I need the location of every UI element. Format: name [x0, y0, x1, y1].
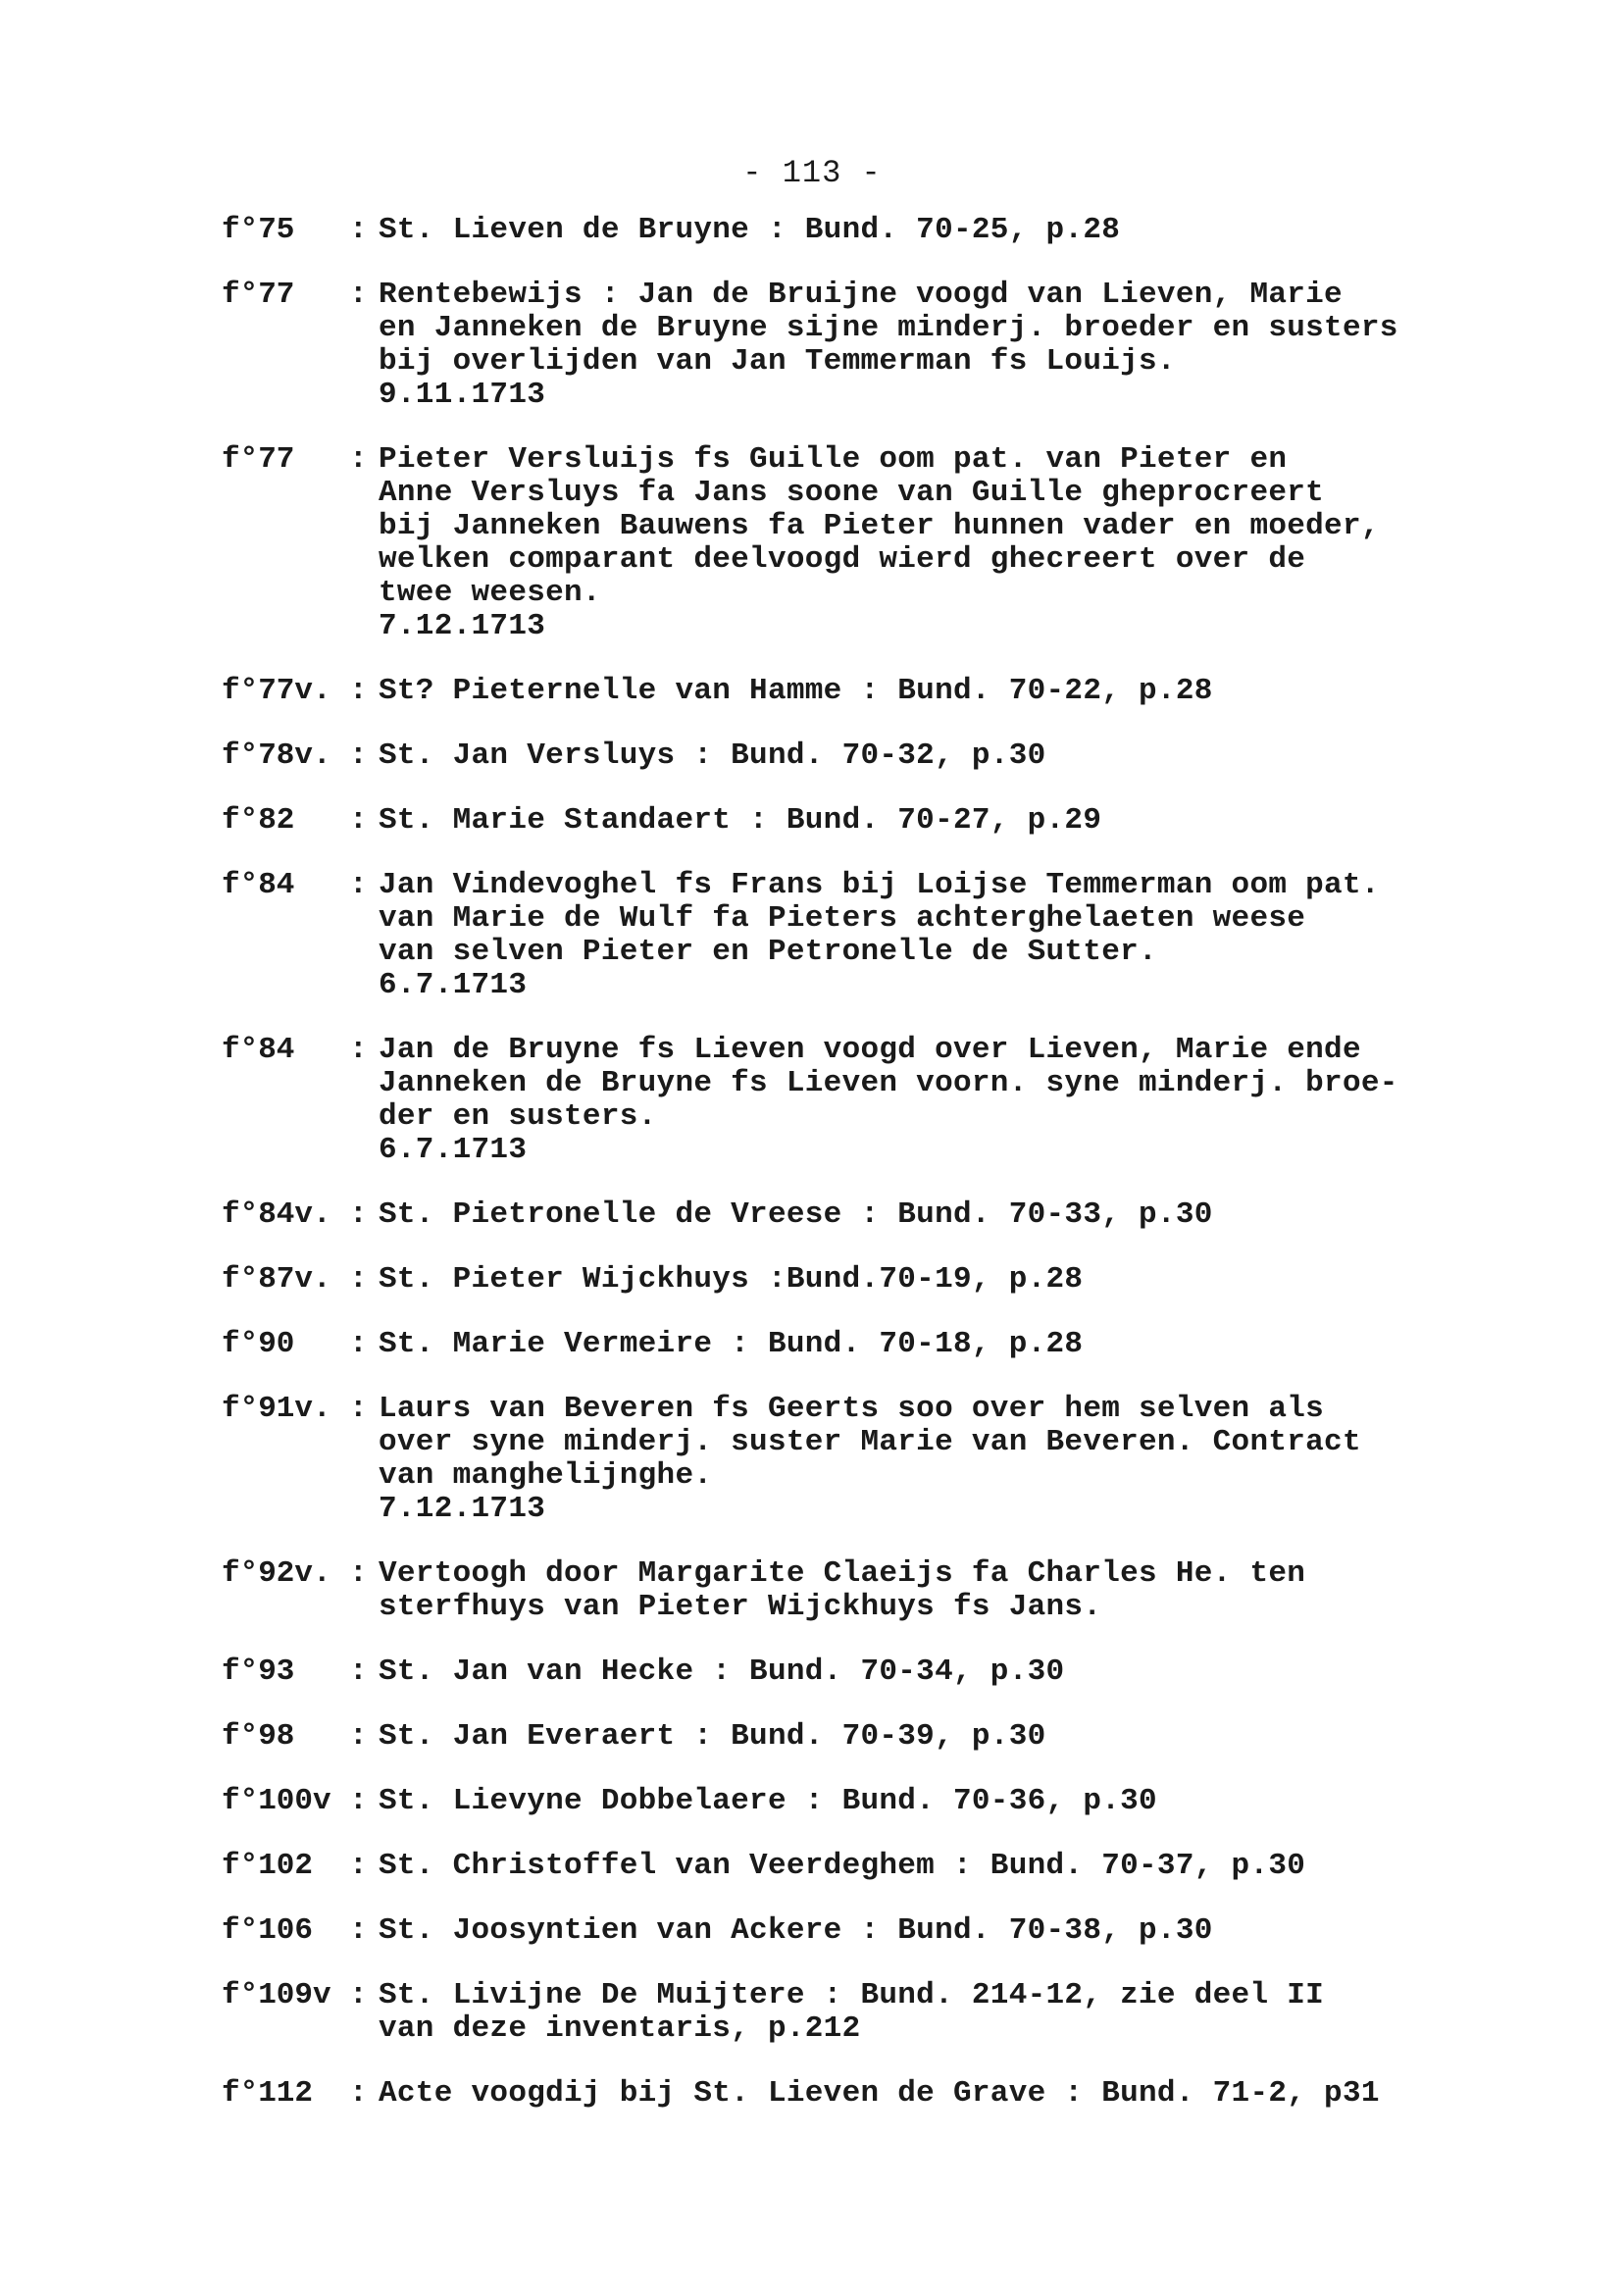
- separator: :: [349, 1392, 368, 1426]
- folio-number: f°84v.: [222, 1197, 331, 1232]
- folio-number: f°87v.: [222, 1262, 331, 1297]
- entry-text: St. Jan Versluys : Bund. 70-32, p.30: [379, 738, 1046, 773]
- entry-text: St. Pietronelle de Vreese : Bund. 70-33, p.30: [379, 1197, 1213, 1232]
- entry-text: St. Lievyne Dobbelaere : Bund. 70-36, p.30: [379, 1784, 1157, 1818]
- folio-number: f°106: [222, 1913, 314, 1948]
- entry: [222, 739, 1497, 773]
- separator: :: [349, 2076, 368, 2111]
- separator: :: [349, 1262, 368, 1297]
- separator: :: [349, 1784, 368, 1818]
- folio-number: f°77v.: [222, 674, 331, 708]
- entry-text: St. Joosyntien van Ackere : Bund. 70-38, p.30: [379, 1913, 1213, 1948]
- entry: [222, 1263, 1497, 1297]
- entry: [222, 2077, 1497, 2111]
- entry: [222, 214, 1497, 247]
- entry: [222, 869, 1497, 1002]
- entry: [222, 1393, 1497, 1526]
- entry: [222, 1785, 1497, 1818]
- folio-number: f°75: [222, 213, 295, 247]
- folio-number: f°98: [222, 1719, 295, 1754]
- separator: :: [349, 442, 368, 477]
- folio-number: f°91v.: [222, 1392, 331, 1426]
- entry-text: St? Pieternelle van Hamme : Bund. 70-22, p.28: [379, 674, 1213, 708]
- entry: [222, 1914, 1497, 1948]
- inventory-entries: [222, 214, 1497, 2142]
- entry: [222, 1034, 1497, 1167]
- entry-text: St. Lieven de Bruyne : Bund. 70-25, p.28: [379, 213, 1121, 247]
- separator: :: [349, 803, 368, 838]
- folio-number: f°100v: [222, 1784, 331, 1818]
- entry-text: Jan Vindevoghel fs Frans bij Loijse Temmerman oom pat. van Marie de Wulf fa Pieters achterghelaeten weese van selven Pieter en Petronelle de Sutter. 6.7.1713: [379, 868, 1380, 1002]
- separator: :: [349, 1913, 368, 1948]
- separator: :: [349, 1978, 368, 2012]
- entry: [222, 675, 1497, 708]
- entry-text: St. Jan van Hecke : Bund. 70-34, p.30: [379, 1655, 1065, 1689]
- folio-number: f°109v: [222, 1978, 331, 2012]
- separator: :: [349, 674, 368, 708]
- entry: [222, 1979, 1497, 2046]
- entry-text: St. Livijne De Muijtere : Bund. 214-12, zie deel II van deze inventaris, p.212: [379, 1978, 1325, 2046]
- separator: :: [349, 1719, 368, 1754]
- entry: [222, 443, 1497, 643]
- separator: :: [349, 868, 368, 902]
- entry: [222, 1328, 1497, 1361]
- entry: [222, 1850, 1497, 1883]
- entry-text: Laurs van Beveren fs Geerts soo over hem selven als over syne minderj. suster Marie van Beveren. Contract van manghelijnghe. 7.12.1713: [379, 1392, 1361, 1526]
- folio-number: f°78v.: [222, 738, 331, 773]
- entry-text: Rentebewijs : Jan de Bruijne voogd van Lieven, Marie en Janneken de Bruyne sijne minderj. broeder en susters bij overlijden van Jan Temmerman fs Louijs. 9.11.1713: [379, 278, 1398, 412]
- folio-number: f°112: [222, 2076, 314, 2111]
- folio-number: f°77: [222, 278, 295, 312]
- entry-text: St. Pieter Wijckhuys :Bund.70-19, p.28: [379, 1262, 1084, 1297]
- entry-text: St. Christoffel van Veerdeghem : Bund. 70-37, p.30: [379, 1849, 1306, 1883]
- entry-text: Jan de Bruyne fs Lieven voogd over Lieven, Marie ende Janneken de Bruyne fs Lieven voorn. syne minderj. broe- der en susters. 6.7.1713: [379, 1033, 1398, 1167]
- separator: :: [349, 278, 368, 312]
- folio-number: f°77: [222, 442, 295, 477]
- separator: :: [349, 213, 368, 247]
- folio-number: f°84: [222, 1033, 295, 1067]
- entry: [222, 804, 1497, 838]
- entry-text: Vertoogh door Margarite Claeijs fa Charles He. ten sterfhuys van Pieter Wijckhuys fs Jans.: [379, 1556, 1306, 1624]
- entry-text: Acte voogdij bij St. Lieven de Grave : Bund. 71-2, p31: [379, 2076, 1380, 2111]
- entry: [222, 1720, 1497, 1754]
- entry: [222, 1655, 1497, 1689]
- separator: :: [349, 1327, 368, 1361]
- folio-number: f°90: [222, 1327, 295, 1361]
- separator: :: [349, 1556, 368, 1591]
- entry-text: St. Marie Vermeire : Bund. 70-18, p.28: [379, 1327, 1084, 1361]
- separator: :: [349, 1655, 368, 1689]
- entry: [222, 1198, 1497, 1232]
- folio-number: f°92v.: [222, 1556, 331, 1591]
- folio-number: f°93: [222, 1655, 295, 1689]
- folio-number: f°102: [222, 1849, 314, 1883]
- entry-text: St. Marie Standaert : Bund. 70-27, p.29: [379, 803, 1102, 838]
- separator: :: [349, 738, 368, 773]
- entry-text: St. Jan Everaert : Bund. 70-39, p.30: [379, 1719, 1046, 1754]
- separator: :: [349, 1033, 368, 1067]
- folio-number: f°82: [222, 803, 295, 838]
- entry-text: Pieter Versluijs fs Guille oom pat. van Pieter en Anne Versluys fa Jans soone van Guille gheprocreert bij Janneken Bauwens fa Pieter hunnen vader en moeder, welken comparant deelvoogd wierd ghecreert over de twee weesen. 7.12.1713: [379, 442, 1380, 643]
- entry: [222, 279, 1497, 412]
- entry: [222, 1557, 1497, 1624]
- folio-number: f°84: [222, 868, 295, 902]
- separator: :: [349, 1197, 368, 1232]
- page-number: - 113 -: [742, 155, 882, 191]
- separator: :: [349, 1849, 368, 1883]
